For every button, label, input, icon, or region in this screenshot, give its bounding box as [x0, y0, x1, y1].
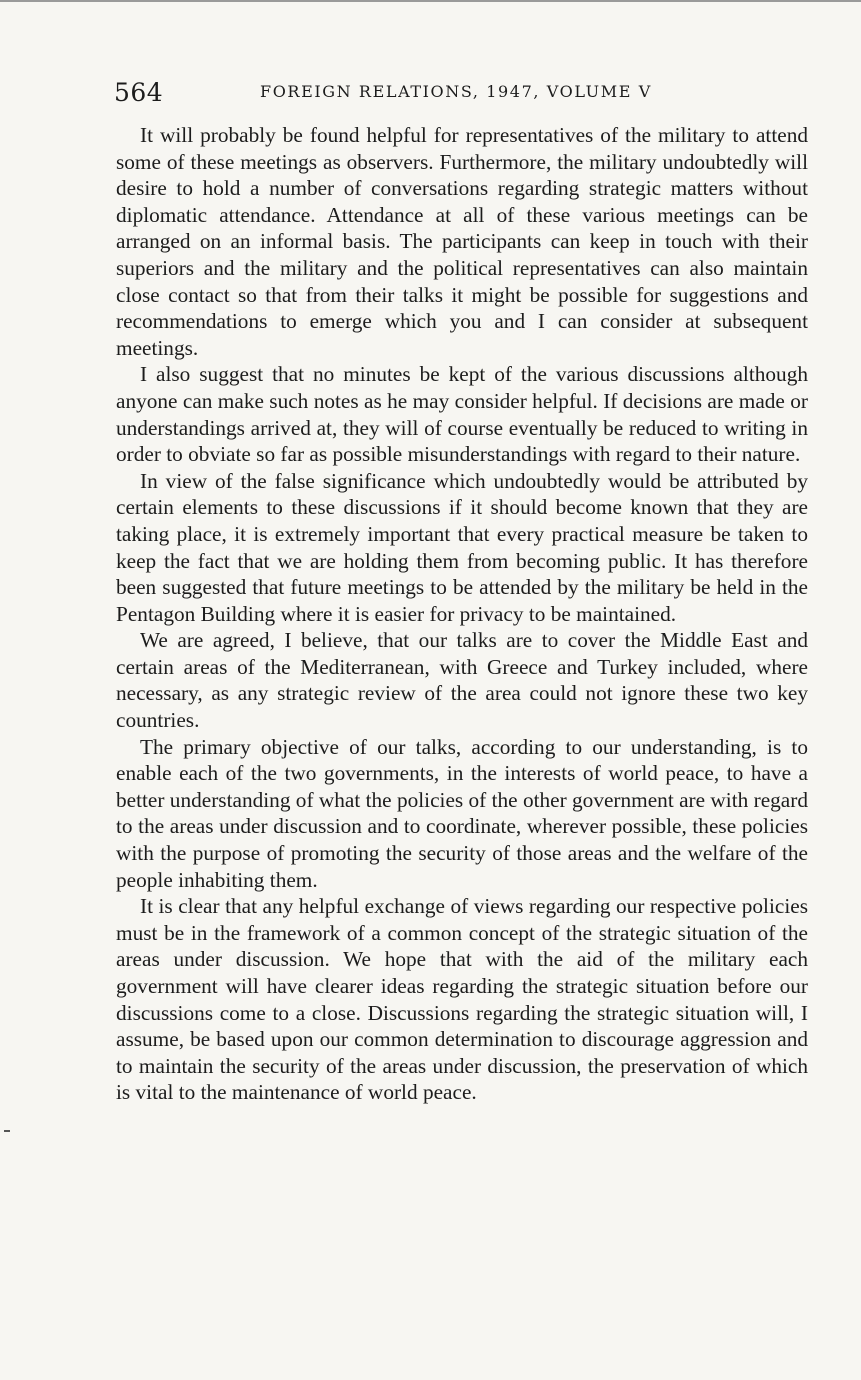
margin-mark [4, 1130, 10, 1132]
paragraph-objective: The primary objective of our talks, according to our understanding, is to enable each of the two governments, in the interests of world peace, to have a better understanding of what the policies of the other government are with regard to the areas under discussion and to coordinate, wherever possible, these policies with the purpose of promoting the security of those areas and the welfare of the people inhabiting them. [116, 734, 808, 892]
paragraph-no-minutes: I also suggest that no minutes be kept of the various discussions although anyone can make such notes as he may consider helpful. If decisions are made or understandings arrived at, they will of course eventually be reduced to writing in order to obviate so far as possible misunderstandings with regard to their nature. [116, 362, 808, 467]
running-head: FOREIGN RELATIONS, 1947, VOLUME V [260, 82, 652, 101]
paragraph-strategic-concept: It is clear that any helpful exchange of views regarding our respective policies must be in the framework of a common concept of the strategic situation of the areas under discussion. We hope that with the aid of the military each government will have clearer ideas regarding the strategic situation before our discussions come to a close. Discussions regarding the strategic situation will, I assume, be based upon our common determination to discourage aggression and to maintain the security of the areas under discussion, the preservation of which is vital to the maintenance of world peace. [116, 894, 808, 1105]
paragraph-privacy: In view of the false significance which undoubtedly would be attributed by certain elements to these discussions if it should become known that they are taking place, it is extremely important that every practical measure be taken to keep the fact that we are holding them from becoming public. It has therefore been suggested that future meetings to be attended by the military be held in the Pentagon Building where it is easier for privacy to be maintained. [116, 468, 808, 626]
paragraph-military-observers: It will probably be found helpful for representatives of the military to attend some of these meetings as observers. Furthermore, the military undoubtedly will desire to hold a number of conversations regarding strategic matters without diplomatic attendance. Attendance at all of these various meetings can be arranged on an informal basis. The participants can keep in touch with their superiors and the military and the political representatives can also maintain close contact so that from their talks it might be possible for suggestions and recommendations to emerge which you and I can consider at subsequent meetings. [116, 123, 808, 360]
top-edge-rule [0, 0, 861, 2]
page-header [114, 78, 810, 110]
body-text [116, 122, 808, 1106]
page-number: 564 [114, 78, 164, 107]
paragraph-scope: We are agreed, I believe, that our talks are to cover the Middle East and certain areas of the Mediterranean, with Greece and Turkey included, where necessary, as any strategic review of the area could not ignore these two key countries. [116, 628, 808, 733]
